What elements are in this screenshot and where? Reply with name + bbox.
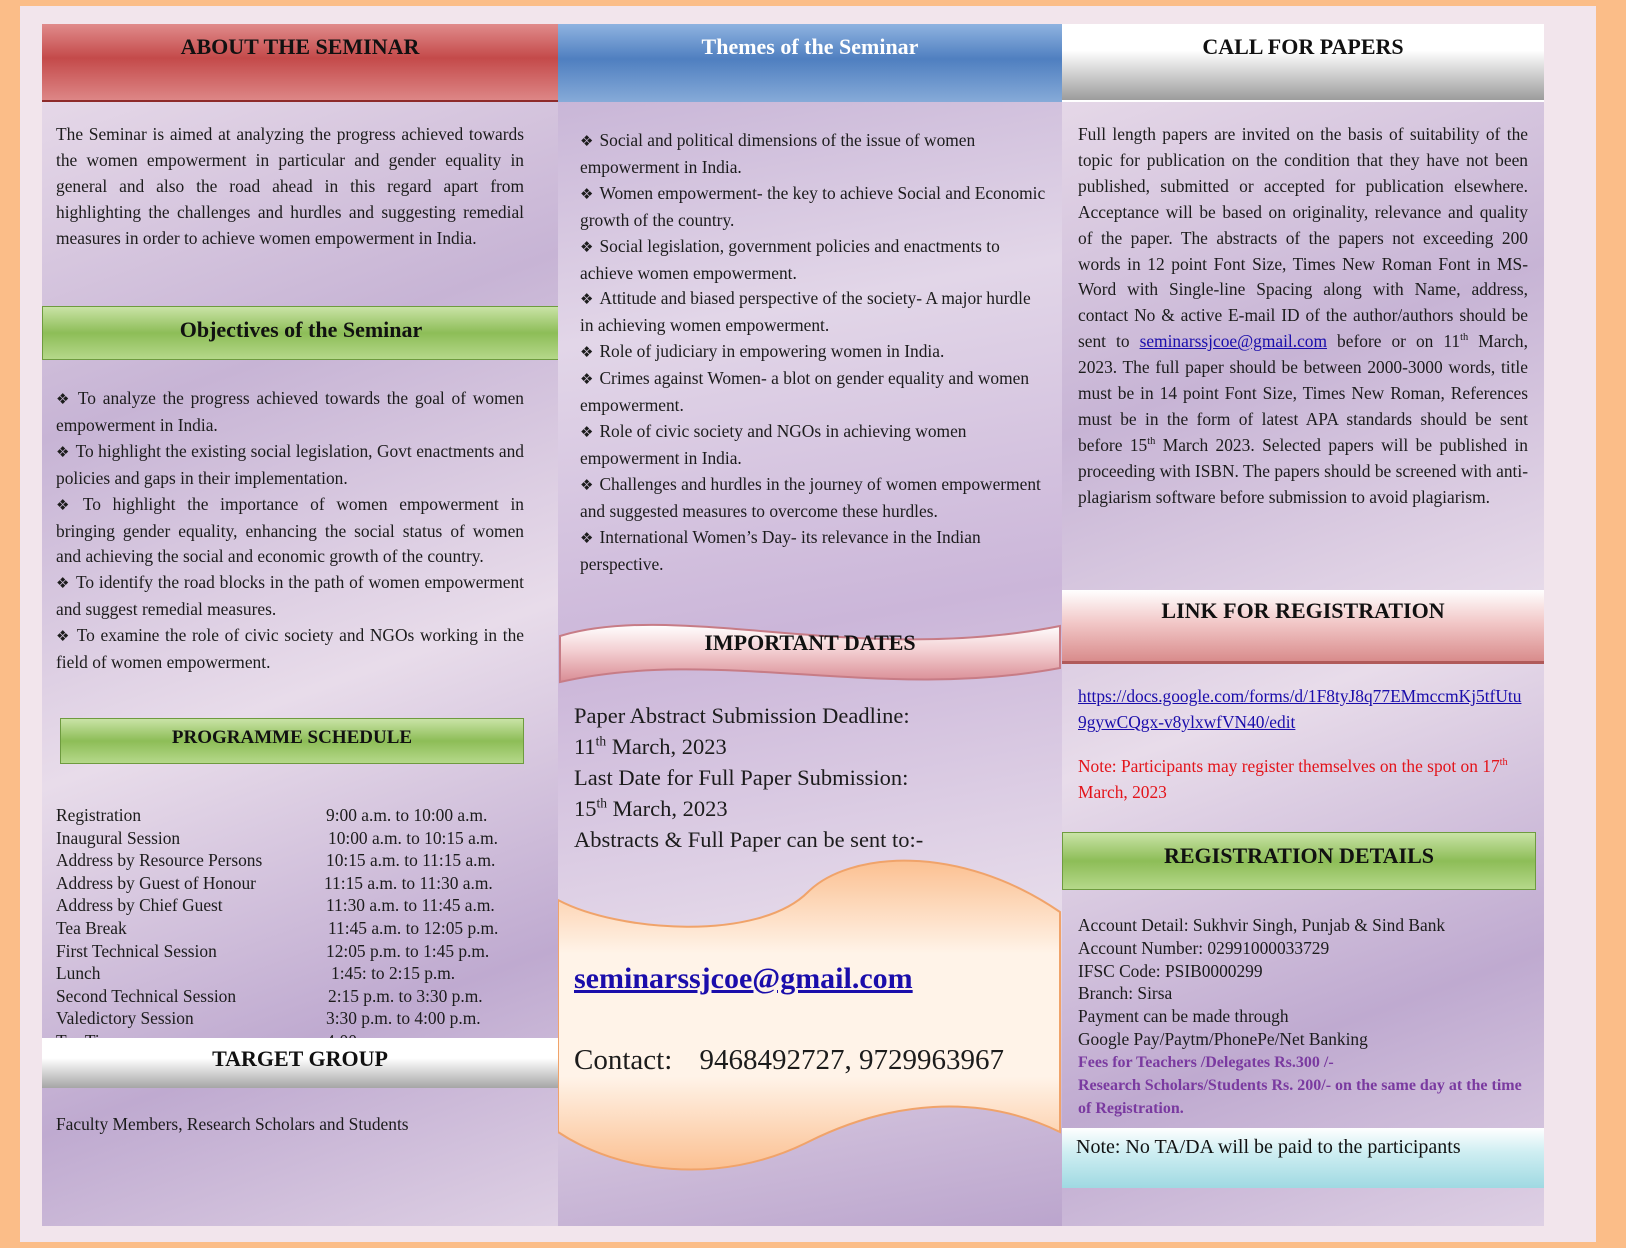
- themes-list: [580, 128, 1046, 577]
- schedule-row: Lunch 1:45: to 2:15 p.m.: [56, 963, 456, 984]
- column-right: [1062, 24, 1544, 1226]
- objectives-list: [56, 386, 524, 676]
- diamond-bullet-icon: ❖: [580, 290, 594, 309]
- diamond-bullet-icon: ❖: [56, 627, 71, 646]
- fee-teachers: Fees for Teachers /Delegates Rs.300 /-: [1078, 1053, 1334, 1071]
- schedule-row: Registration 9:00 a.m. to 10:00 a.m.: [56, 805, 488, 825]
- full-paper-label: Last Date for Full Paper Submission:: [574, 765, 909, 790]
- branch: Branch: Sirsa: [1078, 983, 1173, 1004]
- schedule-header: PROGRAMME SCHEDULE: [60, 718, 524, 764]
- diamond-bullet-icon: ❖: [56, 574, 70, 593]
- theme-item: ❖ Social legislation, government policies and enactments to achieve women empowerment.: [580, 235, 1000, 283]
- payment-methods: Google Pay/Paytm/PhonePe/Net Banking: [1078, 1028, 1368, 1049]
- objective-item: ❖ To highlight the existing social legislation, Govt enactments and policies and gaps in their implementation.: [56, 440, 524, 488]
- spot-registration-note: Note: Participants may register themselves on the spot on 17th March, 2023: [1078, 756, 1508, 802]
- schedule-row: Tea Break 11:45 a.m. to 12:05 p.m.: [56, 917, 499, 938]
- theme-item: ❖ Social and political dimensions of the issue of women empowerment in India.: [580, 130, 976, 177]
- objective-item: ❖ To highlight the importance of women empowerment in bringing gender equality, enhancing the social status of women and achieving the social and economic growth of the country.: [56, 493, 524, 567]
- registration-url-link[interactable]: https://docs.google.com/forms/d/1F8tyJ8q77EMmccmKj5tfUtu9gywCQgx-v8ylxwfVN40/edit: [1078, 686, 1522, 732]
- theme-item: ❖ Crimes against Women- a blot on gender equality and women empowerment.: [580, 368, 1030, 416]
- important-dates: [574, 700, 1054, 855]
- about-header: ABOUT THE SEMINAR: [42, 24, 558, 102]
- payment-method-label: Payment can be made through: [1078, 1006, 1289, 1027]
- diamond-bullet-icon: ❖: [580, 132, 594, 150]
- account-number: Account Number: 02991000033729: [1078, 937, 1330, 958]
- brochure: [20, 6, 1596, 1242]
- theme-item: ❖ Attitude and biased perspective of the society- A major hurdle in achieving women empowerment.: [580, 288, 1031, 336]
- diamond-bullet-icon: ❖: [580, 370, 594, 389]
- diamond-bullet-icon: ❖: [580, 422, 594, 441]
- schedule-row: First Technical Session 12:05 p.m. to 1:45 p.m.: [56, 940, 490, 961]
- abstract-deadline-date: 11th March, 2023: [574, 733, 727, 759]
- contact-label: Contact:: [574, 1044, 673, 1076]
- dates-header: IMPORTANT DATES: [704, 630, 916, 655]
- column-left: [42, 24, 558, 1226]
- schedule-row: Valedictory Session 3:30 p.m. to 4:00 p.m.: [56, 1008, 481, 1029]
- diamond-bullet-icon: ❖: [580, 343, 594, 362]
- diamond-bullet-icon: ❖: [580, 475, 594, 494]
- registration-url-block: [1078, 684, 1528, 736]
- diamond-bullet-icon: ❖: [56, 495, 77, 514]
- diamond-bullet-icon: ❖: [580, 528, 594, 547]
- call-text: Full length papers are invited on the basis of suitability of the topic for publication on the condition that they have not been published, submitted or accepted for publication elsewhere. Acceptance will be based on originality, relevance and quality of the paper. The abstracts of the papers not exceeding 200 words in 12 point Font Size, Times New Roman Font in MS-Word with Single-line Spacing along with Name, address, contact No & active E-mail ID of the author/authors should be sent to seminarssjcoe@gmail.com before or on 11th March, 2023. The full paper should be between 2000-3000 words, title must be in 14 point Font Size, Times New Roman, References must be in the form of latest APA standards should be sent before 15th March 2023. Selected papers will be published in proceeding with ISBN. The papers should be screened with anti-plagiarism software before submission to avoid plagiarism.: [1078, 124, 1528, 507]
- abstract-deadline-label: Paper Abstract Submission Deadline:: [574, 703, 910, 728]
- theme-item: ❖ Women empowerment- the key to achieve Social and Economic growth of the country.: [580, 182, 1046, 230]
- theme-item: ❖ Challenges and hurdles in the journey of women empowerment and suggested measures to overcome these hurdles.: [580, 473, 1041, 521]
- contact-numbers: 9468492727, 9729963967: [699, 1044, 1005, 1076]
- contact-card-shape: [558, 852, 1062, 1196]
- target-header: TARGET GROUP: [42, 1038, 558, 1088]
- target-text: Faculty Members, Research Scholars and Students: [56, 1114, 409, 1134]
- schedule-row: Inaugural Session 10:00 a.m. to 10:15 a.m.: [56, 827, 499, 848]
- registration-link-header: LINK FOR REGISTRATION: [1062, 590, 1544, 664]
- diamond-bullet-icon: ❖: [580, 237, 594, 256]
- themes-header: Themes of the Seminar: [558, 24, 1062, 102]
- schedule-row: Address by Resource Persons 10:15 a.m. to 11:15 a.m.: [56, 850, 496, 871]
- registration-details: [1078, 914, 1536, 1120]
- schedule-table: [56, 804, 536, 1053]
- objective-item: ❖ To identify the road blocks in the path of women empowerment and suggest remedial measures.: [56, 572, 524, 620]
- column-middle: [558, 24, 1062, 1226]
- schedule-row: Address by Chief Guest 11:30 a.m. to 11:45 a.m.: [56, 895, 495, 916]
- objectives-header: Objectives of the Seminar: [42, 306, 558, 360]
- account-detail: Account Detail: Sukhvir Singh, Punjab & Sind Bank: [1078, 915, 1446, 935]
- theme-item: ❖ Role of civic society and NGOs in achieving women empowerment in India.: [580, 420, 967, 468]
- call-email-link[interactable]: seminarssjcoe@gmail.com: [1139, 331, 1328, 352]
- full-paper-date: 15th March, 2023: [574, 795, 728, 821]
- contact-line: [574, 1044, 1004, 1077]
- theme-item: ❖ International Women’s Day- its relevance in the Indian perspective.: [580, 526, 981, 574]
- contact-email-link[interactable]: seminarssjcoe@gmail.com: [574, 962, 913, 995]
- diamond-bullet-icon: ❖: [580, 184, 594, 203]
- theme-item: ❖ Role of judiciary in empowering women in India.: [580, 341, 945, 362]
- about-text: The Seminar is aimed at analyzing the progress achieved towards the women empowerment in particular and gender equality in general and also the road ahead in this regard apart from highlighting the challenges and hurdles and suggesting remedial measures in order to achieve women empowerment in India.: [56, 124, 524, 248]
- objective-item: ❖ To examine the role of civic society and NGOs working in the field of women empowerment.: [56, 625, 524, 673]
- diamond-bullet-icon: ❖: [56, 442, 70, 461]
- send-to-label: Abstracts & Full Paper can be sent to:-: [574, 827, 924, 852]
- call-header: CALL FOR PAPERS: [1062, 24, 1544, 102]
- fee-scholars: Research Scholars/Students Rs. 200/- on the same day at the time of Registration.: [1078, 1076, 1522, 1117]
- diamond-bullet-icon: ❖: [56, 390, 72, 408]
- ta-da-note: Note: No TA/DA will be paid to the participants: [1062, 1128, 1544, 1188]
- ifsc-code: IFSC Code: PSIB0000299: [1078, 960, 1263, 981]
- objective-item: ❖ To analyze the progress achieved towards the goal of women empowerment in India.: [56, 388, 525, 435]
- schedule-row: Second Technical Session 2:15 p.m. to 3:30 p.m.: [56, 985, 483, 1006]
- schedule-row: Address by Guest of Honour 11:15 a.m. to 11:30 a.m.: [56, 872, 493, 893]
- registration-details-header: REGISTRATION DETAILS: [1062, 832, 1536, 890]
